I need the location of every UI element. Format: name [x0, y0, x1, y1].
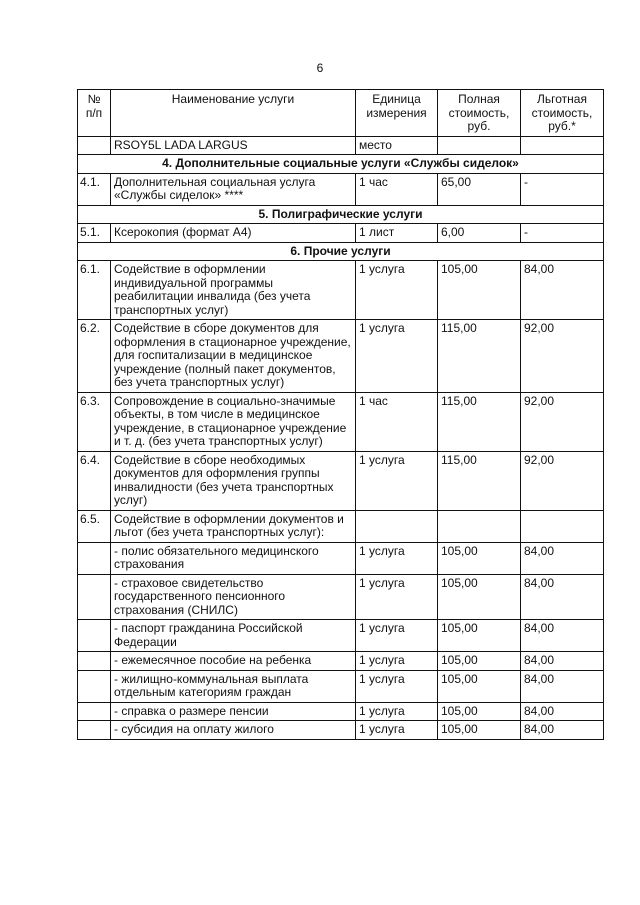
unit-of-measure: 1 услуга	[356, 574, 438, 620]
section-title: 4. Дополнительные социальные услуги «Службы сиделок»	[78, 155, 604, 174]
full-price: 6,00	[438, 224, 521, 243]
section-title: 6. Прочие услуги	[78, 242, 604, 261]
service-name: - страховое свидетельство государственного пенсионного страхования (СНИЛС)	[111, 574, 356, 620]
full-price: 105,00	[438, 574, 521, 620]
discount-price: 84,00	[521, 670, 604, 702]
full-price: 115,00	[438, 451, 521, 510]
table-row	[78, 702, 604, 721]
header-discount-price: Льготная стоимость, руб.*	[521, 90, 604, 137]
table-row	[78, 510, 604, 542]
unit-of-measure: 1 час	[356, 392, 438, 451]
row-number	[78, 574, 111, 620]
row-number	[78, 620, 111, 652]
header-full-price: Полная стоимость, руб.	[438, 90, 521, 137]
discount-price: 84,00	[521, 620, 604, 652]
table-row	[78, 670, 604, 702]
discount-price: 92,00	[521, 392, 604, 451]
service-name: RSOY5L LADA LARGUS	[111, 136, 356, 155]
header-num: № п/п	[78, 90, 111, 137]
service-name: - полис обязательного медицинского страхования	[111, 542, 356, 574]
section-title: 5. Полиграфические услуги	[78, 205, 604, 224]
header-name: Наименование услуги	[111, 90, 356, 137]
discount-price: -	[521, 173, 604, 205]
table-row	[78, 136, 604, 155]
service-name: Содействие в оформлении документов и льгот (без учета транспортных услуг):	[111, 510, 356, 542]
unit-of-measure: 1 лист	[356, 224, 438, 243]
discount-price: 92,00	[521, 451, 604, 510]
discount-price: 84,00	[521, 721, 604, 740]
table-header-row	[78, 90, 604, 137]
row-number: 6.3.	[78, 392, 111, 451]
unit-of-measure: 1 услуга	[356, 652, 438, 671]
full-price: 115,00	[438, 392, 521, 451]
full-price: 105,00	[438, 670, 521, 702]
table-row	[78, 652, 604, 671]
row-number	[78, 702, 111, 721]
full-price	[438, 136, 521, 155]
tariff-table	[77, 89, 604, 740]
discount-price: 84,00	[521, 542, 604, 574]
unit-of-measure: 1 час	[356, 173, 438, 205]
discount-price: 84,00	[521, 261, 604, 320]
table-row	[78, 320, 604, 393]
discount-price: 84,00	[521, 574, 604, 620]
service-name: - ежемесячное пособие на ребенка	[111, 652, 356, 671]
unit-of-measure: 1 услуга	[356, 542, 438, 574]
full-price: 115,00	[438, 320, 521, 393]
discount-price: -	[521, 224, 604, 243]
unit-of-measure: 1 услуга	[356, 670, 438, 702]
unit-of-measure: 1 услуга	[356, 620, 438, 652]
unit-of-measure: 1 услуга	[356, 451, 438, 510]
service-name: Сопровождение в социально-значимые объекты, в том числе в медицинское учреждение, в стационарное учреждение и т. д. (без учета транспортных услуг)	[111, 392, 356, 451]
full-price: 105,00	[438, 721, 521, 740]
unit-of-measure: 1 услуга	[356, 320, 438, 393]
discount-price: 84,00	[521, 702, 604, 721]
row-number: 6.1.	[78, 261, 111, 320]
service-name: - справка о размере пенсии	[111, 702, 356, 721]
page-number: 6	[316, 61, 324, 75]
service-name: Содействие в сборе документов для оформления в стационарное учреждение, для госпитализации в медицинское учреждение (полный пакет документов, без учета транспортных услуг)	[111, 320, 356, 393]
service-name: Содействие в оформлении индивидуальной программы реабилитации инвалида (без учета транспортных услуг)	[111, 261, 356, 320]
discount-price: 92,00	[521, 320, 604, 393]
row-number: 6.5.	[78, 510, 111, 542]
row-number: 4.1.	[78, 173, 111, 205]
section-row	[78, 242, 604, 261]
full-price: 105,00	[438, 261, 521, 320]
discount-price: 84,00	[521, 652, 604, 671]
service-name: - жилищно-коммунальная выплата отдельным категориям граждан	[111, 670, 356, 702]
table-row	[78, 261, 604, 320]
full-price	[438, 510, 521, 542]
unit-of-measure	[356, 510, 438, 542]
row-number	[78, 542, 111, 574]
table-row	[78, 224, 604, 243]
row-number	[78, 721, 111, 740]
table-row	[78, 173, 604, 205]
row-number	[78, 136, 111, 155]
row-number: 6.2.	[78, 320, 111, 393]
header-unit: Единица измерения	[356, 90, 438, 137]
table-row	[78, 620, 604, 652]
row-number: 6.4.	[78, 451, 111, 510]
service-name: Ксерокопия (формат А4)	[111, 224, 356, 243]
service-name: Дополнительная социальная услуга «Службы сиделок» ****	[111, 173, 356, 205]
discount-price	[521, 510, 604, 542]
section-row	[78, 205, 604, 224]
full-price: 105,00	[438, 702, 521, 721]
row-number: 5.1.	[78, 224, 111, 243]
full-price: 105,00	[438, 652, 521, 671]
unit-of-measure: место	[356, 136, 438, 155]
row-number	[78, 652, 111, 671]
full-price: 105,00	[438, 542, 521, 574]
service-name: - паспорт гражданина Российской Федерации	[111, 620, 356, 652]
table-row	[78, 574, 604, 620]
table-row	[78, 451, 604, 510]
full-price: 105,00	[438, 620, 521, 652]
discount-price	[521, 136, 604, 155]
unit-of-measure: 1 услуга	[356, 721, 438, 740]
table-row	[78, 721, 604, 740]
unit-of-measure: 1 услуга	[356, 261, 438, 320]
full-price: 65,00	[438, 173, 521, 205]
unit-of-measure: 1 услуга	[356, 702, 438, 721]
service-name: - субсидия на оплату жилого	[111, 721, 356, 740]
section-row	[78, 155, 604, 174]
table-row	[78, 542, 604, 574]
service-name: Содействие в сборе необходимых документов для оформления группы инвалидности (без учета транспортных услуг)	[111, 451, 356, 510]
row-number	[78, 670, 111, 702]
table-row	[78, 392, 604, 451]
